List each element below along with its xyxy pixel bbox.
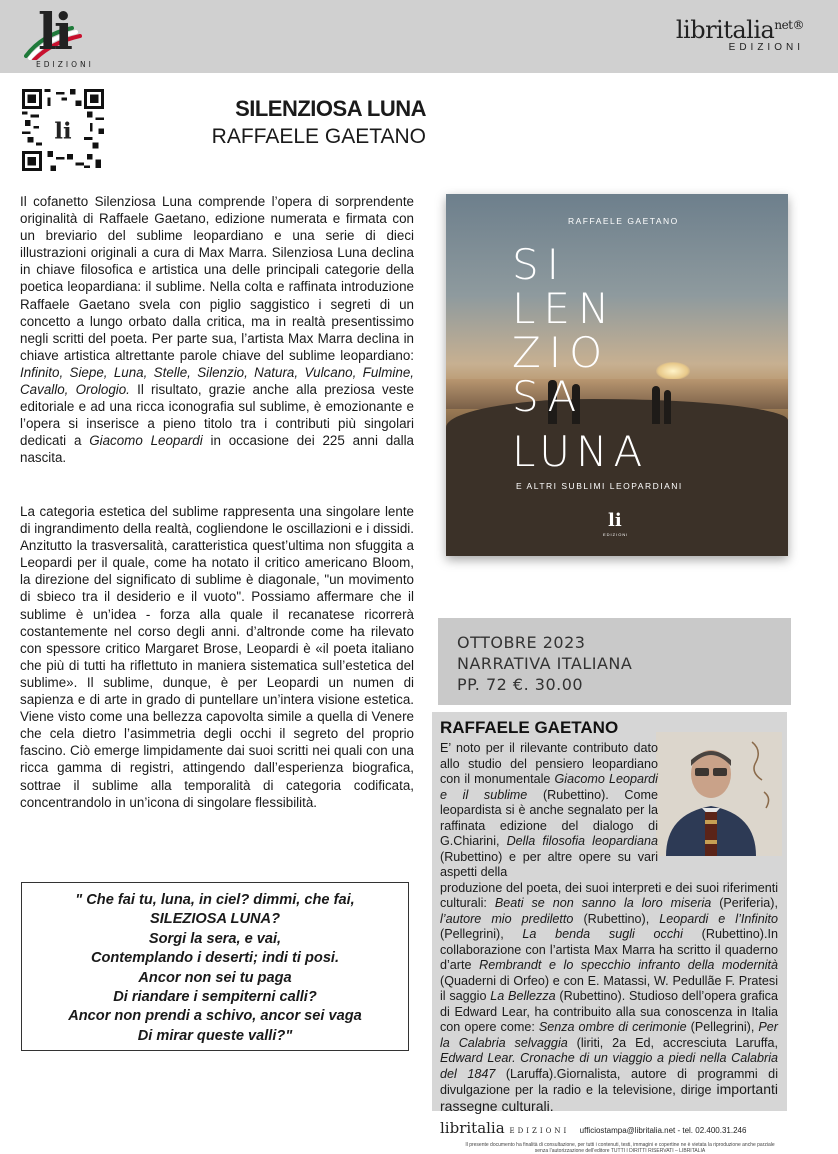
bio-italic: Senza ombre di cerimonie xyxy=(538,1020,687,1034)
libritalia-logo xyxy=(676,16,804,53)
qr-center-mark: li xyxy=(54,118,72,145)
quote-line: " Che fai tu, luna, in ciel? dimmi, che fai, xyxy=(75,892,355,908)
bio-italic: La benda sugli occhi xyxy=(522,927,683,941)
publication-info-box xyxy=(438,618,791,705)
book-author: RAFFAELE GAETANO xyxy=(211,125,426,148)
quote-line: Di mirar queste valli?" xyxy=(137,1027,293,1044)
desc-text: Il risultato, grazie anche alla preziosa veste editoriale e ad una ricca iconografia sul sublime, è emozionante e l’opera si inserisce a pieno titolo tra i contributi più singolari dedicati a xyxy=(20,382,415,449)
footer-disclaimer xyxy=(440,1142,800,1154)
bio-span: (Rubettino). Come leopardista si è anche segnalato per la raffinata edizione del dialogo di G.Chiarini, xyxy=(440,787,659,848)
bio-author-name: RAFFAELE GAETANO xyxy=(440,718,619,737)
libritalia-reg: ® xyxy=(792,18,804,32)
cover-title-line: LUNA xyxy=(512,427,649,476)
cover-title-line: LEN xyxy=(512,284,618,333)
bio-italic: Rembrandt e lo specchio infranto della modernità xyxy=(479,958,778,972)
desc-italic: Giacomo Leopardi xyxy=(89,433,203,449)
bio-italic: Beati se non sanno la loro miseria xyxy=(494,896,712,910)
bio-span: E’ noto per il rilevante contributo dato allo studio del pensiero leopardiano con il monumentale xyxy=(440,741,658,786)
bio-span: (Rubettino). Studioso dell’opera grafica di Edward Lear, ha contribuito alla sua conoscenza in Italia con opere come: xyxy=(440,989,778,1034)
li-edizioni-logo xyxy=(24,2,104,69)
qr-code-icon[interactable] xyxy=(22,89,104,171)
footer-brand-name: libritalia xyxy=(440,1119,505,1137)
bio-text-narrow xyxy=(440,741,658,881)
bio-span: (liriti, 2a Ed, accresciuta Laruffa, xyxy=(567,1035,778,1050)
bio-span: (Quaderni di Orfeo) e con E. Matassi, W. Pedullãe F. Pratesi il saggio xyxy=(440,973,778,1003)
bio-italic: Edward Lear. Cronache di un viaggio a piedi nella Calabria del 1847 xyxy=(440,1051,778,1081)
cover-title-line: SI xyxy=(512,240,568,289)
bio-text xyxy=(440,741,778,1115)
desc-italic: Infinito, Siepe, Luna, Stelle, Silenzio, Natura, Vulcano, Fulmine, Cavallo, Orologio. xyxy=(20,364,414,398)
book-title: SILENZIOSA LUNA xyxy=(235,96,426,121)
cover-figure xyxy=(664,390,671,424)
quote-line: SILEZIOSA LUNA? xyxy=(150,911,280,928)
libritalia-edizioni: EDIZIONI xyxy=(728,42,804,53)
libritalia-logo-text xyxy=(676,16,804,44)
quote-line: Sorgi la sera, e vai, xyxy=(148,930,282,947)
book-cover xyxy=(446,194,788,556)
header-bar xyxy=(0,0,838,73)
bio-span: (Rubettino), xyxy=(573,911,660,926)
book-title-block xyxy=(150,96,426,149)
disclaimer-line: Il presente documento ha finalità di consultazione, per tutti i contenuti, testi, immagini e copertine ne è vietata la riproduzione anche parziale xyxy=(465,1142,775,1148)
leopardi-quote-box xyxy=(21,882,409,1051)
bio-span: (Periferia), xyxy=(711,896,778,910)
bio-span: (Rubettino).In collaborazione con l’artista Max Marra ha scritto il quaderno d’arte xyxy=(440,927,778,972)
logo-subtitle: EDIZIONI xyxy=(36,60,94,69)
logo-mark: li xyxy=(38,2,70,61)
publication-date: OTTOBRE 2023 xyxy=(457,633,586,652)
bio-italic: La Bellezza xyxy=(490,989,556,1003)
publication-genre: NARRATIVA ITALIANA xyxy=(457,654,633,673)
footer-brand-sub: EDIZIONI xyxy=(509,1127,570,1135)
description-paragraph-1 xyxy=(20,193,414,467)
bio-span: (Laruffa).Giornalista, autore di programmi di divulgazione per la radio e la televisione, dirige xyxy=(440,1066,778,1097)
libritalia-net: net xyxy=(774,18,793,32)
bio-span: produzione del poeta, dei suoi interpreti e dei suoi riferimenti culturali: xyxy=(440,880,778,910)
bio-span: (Pellegrini), xyxy=(440,927,523,941)
footer-contact[interactable]: ufficiostampa@libritalia.net - tel. 02.400.31.246 xyxy=(579,1126,747,1135)
bio-italic: Giacomo Leopardi e il sublime xyxy=(440,772,658,802)
cover-title-line: ZIO xyxy=(512,328,611,377)
cover-subtitle: E ALTRI SUBLIMI LEOPARDIANI xyxy=(516,481,683,491)
bio-italic: Per la Calabria selvaggia xyxy=(440,1020,778,1050)
description-paragraph-2: La categoria estetica del sublime rappresenta una singolare lente di ingrandimento della realtà, cogliendone le oscillazioni e i dissidi. Anzitutto la trasversalità, caratteristica quest’ultima non sfuggita a Leopardi per il quale, come ha notato il critico americano Bloom, la direzione del significato di sublime è diagonale, "un movimento di sbieco tra il desiderio e il vuoto". Possiamo affermare che il sublime è un’idea - forza alla quale il recanatese ricorrerà costantemente nel corso degli anni. d’altronde come ha rilevato con spessore critico Margaret Brose, Leopardi è «il poeta italiano che più di tutti ha riflettuto in maniera sistematica sull’estetica del sublime». Il sublime, dunque, è per Leopardi un numen di sapienza e di arte in grado di puntellare un’intera visione estetica. Viene visto come una bellezza capovolta simile a quella di Venere che cela dietro l’asimmetria degli occhi il segreto del proprio fascino. Ciò emerge limpidamente dai suoi scritti nei quali con una ricca gamma di registri, attingendo dall’esperienza biografica, sottrae il sublime alla temporalità di categoria codificata, concentrandolo in un’icona di singolare flessibilità. xyxy=(20,504,414,810)
author-bio-box xyxy=(432,712,787,1114)
desc-text: in occasione dei 225 anni dalla nascita. xyxy=(20,433,415,466)
quote-line: Ancor non sei tu paga xyxy=(138,969,292,986)
bio-text-wide xyxy=(440,881,778,1116)
bio-span: (Pellegrini), xyxy=(686,1020,759,1034)
quote-line: Ancor non prendi a schivo, ancor sei vaga xyxy=(68,1008,362,1025)
disclaimer-line: senza l’autorizzazione dell’editore TUTTI I DIRITTI RISERVATI – LIBRITALIA xyxy=(534,1148,706,1154)
quote-line: Di riandare i sempiterni calli? xyxy=(113,989,317,1006)
bio-italic: Della filosofia leopardiana xyxy=(506,834,658,848)
footer-brand xyxy=(440,1119,569,1137)
cover-logo-sub: EDIZIONI xyxy=(603,532,629,537)
cover-figure xyxy=(652,386,660,424)
cover-author: RAFFAELE GAETANO xyxy=(568,216,679,226)
publication-price: PP. 72 €. 30.00 xyxy=(457,675,584,694)
bio-span-large: importanti rassegne culturali. xyxy=(440,1081,778,1114)
bio-italic: l’autore mio prediletto xyxy=(440,911,574,926)
libritalia-name: libritalia xyxy=(675,16,775,44)
quote-line: Contemplando i deserti; indi ti posi. xyxy=(90,950,340,967)
cover-title-line: SA xyxy=(512,372,585,421)
bio-italic: Leopardi e l’Infinito xyxy=(659,911,779,926)
sun-glow xyxy=(656,362,690,380)
footer xyxy=(440,1119,830,1154)
bio-span: (Rubettino) e per altre opere su vari aspetti della xyxy=(440,849,658,879)
cover-logo: li xyxy=(608,510,622,531)
desc-text: Il cofanetto Silenziosa Luna comprende l’opera di sorprendente originalità di Raffaele Gaetano, edizione numerata e firmata con un breviario del sublime leopardiano e una serie di dieci illustrazioni originali a cura di Max Marra. Silenziosa Luna declina in chiave filosofica e artistica una delle principali categorie della poetica leopardiana: il sublime. Nella colta e raffinata introduzione Raffaele Gaetano svela con piglio saggistico i segreti di un concetto a lungo orbato dalla critica, ma in realtà presentissimo negli scritti del poeta. Per parte sua, l’artista Max Marra declina in chiave artistica altrettante parole chiave del sublime leopardiano: xyxy=(20,194,414,363)
